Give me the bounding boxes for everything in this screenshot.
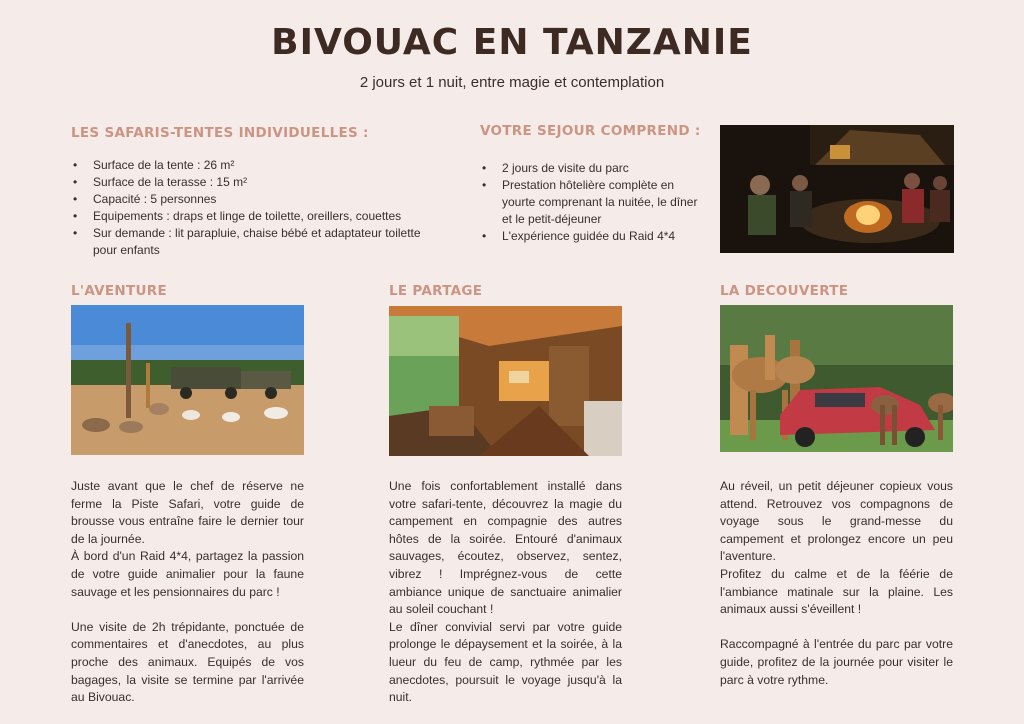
partage-text (389, 478, 622, 707)
decouverte-heading: LA DECOUVERTE (720, 283, 849, 299)
list-item: • Sur demande : lit parapluie, chaise bébé et adaptateur toilette pour enfants (71, 225, 441, 259)
paragraph: Une visite de 2h trépidante, ponctuée de commentaires et d'anecdotes, au plus proche des animaux. Equipés de vos bagages, la visite se termine par l'arrivée au Bivouac. (71, 619, 304, 705)
campfire-photo (720, 125, 954, 253)
stay-heading: VOTRE SEJOUR COMPREND : (480, 123, 701, 139)
paragraph: Profitez du calme et de la féérie de l'ambiance matinale sur la plaine. Les animaux aussi s'éveillent ! (720, 566, 953, 617)
list-item: • Capacité : 5 personnes (71, 191, 441, 208)
aventure-heading: L'AVENTURE (71, 283, 168, 299)
page-title: BIVOUAC EN TANZANIE (271, 22, 753, 63)
list-item: • Surface de la tente : 26 m² (71, 157, 441, 174)
page-subtitle: 2 jours et 1 nuit, entre magie et contemplation (359, 74, 665, 91)
tent-interior-photo (389, 306, 622, 456)
decouverte-text (720, 478, 953, 689)
list-item: • Prestation hôtelière complète en yourte comprenant la nuitée, le dîner et le petit-déjeuner (480, 177, 710, 228)
paragraph: À bord d'un Raid 4*4, partagez la passion de votre guide animalier pour la faune sauvage et les pensionnaires du parc ! (71, 549, 304, 599)
paragraph: Au réveil, un petit déjeuner copieux vous attend. Retrouvez vos compagnons de voyage sous le grand-messe du campement et prolongez encore un peu l'aventure. (720, 479, 953, 564)
paragraph: Juste avant que le chef de réserve ne ferme la Piste Safari, votre guide de brousse vous entraîne faire le dernier tour de la journée. (71, 479, 304, 546)
paragraph: Raccompagné à l'entrée du parc par votre guide, profitez de la journée pour visiter le parc à votre rythme. (720, 637, 953, 687)
paragraph: Une fois confortablement installé dans votre safari-tente, découvrez la magie du campement en compagnie des autres hôtes de la soirée. Entouré d'animaux sauvages, écoutez, observez, sentez, vibrez ! Imprégnez-vous de cette ambiance unique de sanctuaire animalier au soleil couchant ! (389, 479, 622, 617)
list-item: • L'expérience guidée du Raid 4*4 (480, 228, 710, 245)
safari-truck-photo (71, 305, 304, 455)
tents-list (71, 157, 441, 259)
list-item: • Equipements : draps et linge de toilette, oreillers, couettes (71, 208, 441, 225)
list-item: • Surface de la terasse : 15 m² (71, 174, 441, 191)
list-item: • 2 jours de visite du parc (480, 160, 710, 177)
paragraph: Le dîner convivial servi par votre guide prolonge le dépaysement et la soirée, à la lueur du feu de camp, rythmée par les anecdotes, poursuit le voyage jusqu'à la nuit. (389, 619, 622, 705)
partage-heading: LE PARTAGE (389, 283, 483, 299)
stay-list (480, 160, 710, 245)
aventure-text (71, 478, 304, 707)
tents-heading: LES SAFARIS-TENTES INDIVIDUELLES : (71, 125, 369, 141)
giraffes-car-photo (720, 305, 953, 452)
